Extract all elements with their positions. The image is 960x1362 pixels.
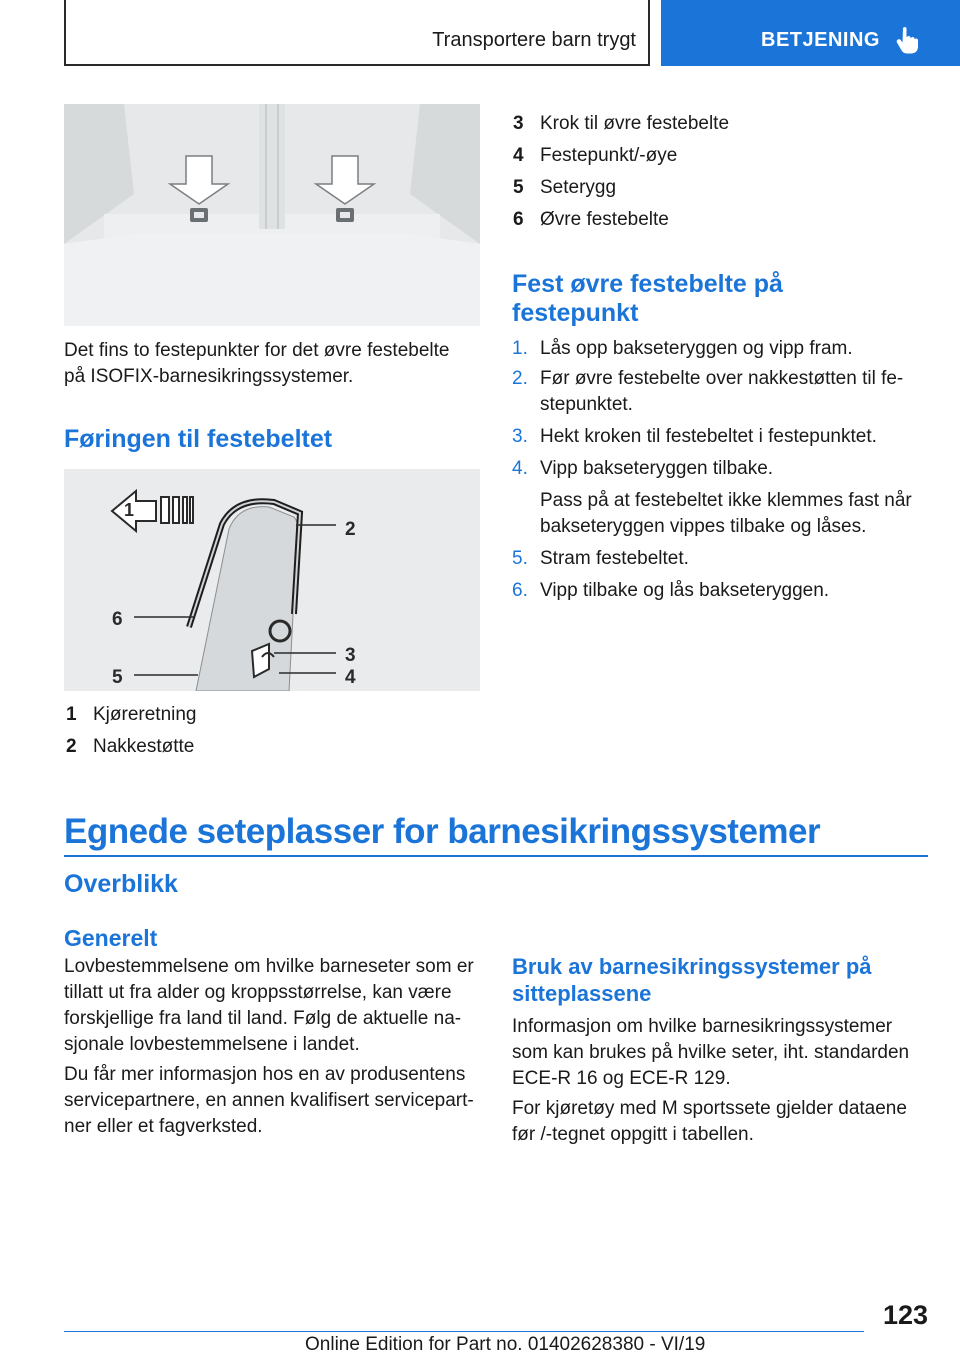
edition-note: Online Edition for Part no. 01402628380 - VI/19 [305, 1334, 706, 1355]
step-number: 4. [512, 458, 528, 479]
step-number: 3. [512, 426, 528, 447]
heading-divider [64, 855, 928, 857]
legend-number: 2 [66, 736, 77, 757]
figure-label-2: 2 [345, 519, 356, 540]
belt-routing-figure [64, 469, 480, 691]
overview-heading: Overblikk [64, 870, 178, 898]
main-heading: Egnede seteplasser for barnesikringssystemer [64, 812, 821, 851]
figure-label-3: 3 [345, 645, 356, 666]
general-paragraph-2: Du får mer informasjon hos en av produsentens servicepartnere, en annen kvalifisert servicepart-ner eller et fagverksted. [64, 1064, 474, 1137]
attach-heading [512, 270, 783, 328]
header-chapter-box [64, 0, 650, 66]
attach-heading-line2: festepunkt [512, 299, 639, 327]
step-text: Før øvre festebelte over nakkestøtten til fe-stepunktet. [540, 368, 904, 415]
legend-text: Krok til øvre festebelte [540, 113, 730, 134]
rear-seat-anchor-figure [64, 104, 480, 326]
section-label: BETJENING [761, 29, 880, 51]
step-number: 5. [512, 548, 528, 569]
step-text: Vipp bakseteryggen tilbake. [540, 458, 774, 479]
attach-heading-line1: Fest øvre festebelte på [512, 270, 783, 298]
figure-label-1: 1 [124, 500, 135, 520]
legend-text: Festepunkt/-øye [540, 145, 678, 166]
legend-text: Øvre festebelte [540, 209, 669, 230]
step-number: 1. [512, 338, 528, 359]
usage-paragraph-1: Informasjon om hvilke barnesikringssystemer som kan brukes på hvilke seter, iht. standarden ECE-R 16 og ECE-R 129. [512, 1016, 910, 1089]
step-text: Vipp tilbake og lås bakseteryggen. [540, 580, 830, 601]
header-section-tab[interactable] [661, 0, 960, 66]
step-text: Hekt kroken til festebeltet i festepunktet. [540, 426, 877, 447]
legend-number: 5 [513, 177, 524, 198]
legend-number: 4 [513, 145, 524, 166]
legend-text: Seterygg [540, 177, 617, 198]
chapter-title: Transportere barn trygt [432, 29, 636, 51]
step-note-text: Pass på at festebeltet ikke klemmes fast når bakseteryggen vippes tilbake og låses. [540, 490, 912, 537]
figure-label-5: 5 [112, 667, 123, 688]
step-number: 2. [512, 368, 528, 389]
step-text: Stram festebeltet. [540, 548, 689, 569]
figure-label-6: 6 [112, 609, 123, 630]
step-text: Lås opp bakseteryggen og vipp fram. [540, 338, 853, 359]
usage-heading: Bruk av barnesikringssystemer på sitteplassene [512, 954, 872, 1006]
figure1-caption: Det fins to festepunkter for det øvre festebelte på ISOFIX-barnesikringssystemer. [64, 340, 450, 387]
pointing-hand-icon [895, 26, 919, 54]
legend-number: 1 [66, 704, 77, 725]
legend-text: Kjøreretning [93, 704, 197, 725]
general-heading: Generelt [64, 925, 158, 951]
usage-paragraph-2: For kjøretøy med M sportssete gjelder dataene før /-tegnet oppgitt i tabellen. [512, 1098, 907, 1145]
guide-heading: Føringen til festebeltet [64, 425, 333, 453]
general-paragraph-1: Lovbestemmelsene om hvilke barneseter som er tillatt ut fra alder og kroppsstørrelse, kan være forskjellige fra land til land. Følg de aktuelle na-sjonale lovbestemmelsene i landet. [64, 956, 474, 1055]
legend-number: 3 [513, 113, 524, 134]
legend-number: 6 [513, 209, 524, 230]
legend-text: Nakkestøtte [93, 736, 195, 757]
step-number: 6. [512, 580, 528, 601]
figure-label-4: 4 [345, 667, 356, 688]
footer-divider [64, 1331, 864, 1332]
page-number: 123 [882, 1300, 928, 1330]
